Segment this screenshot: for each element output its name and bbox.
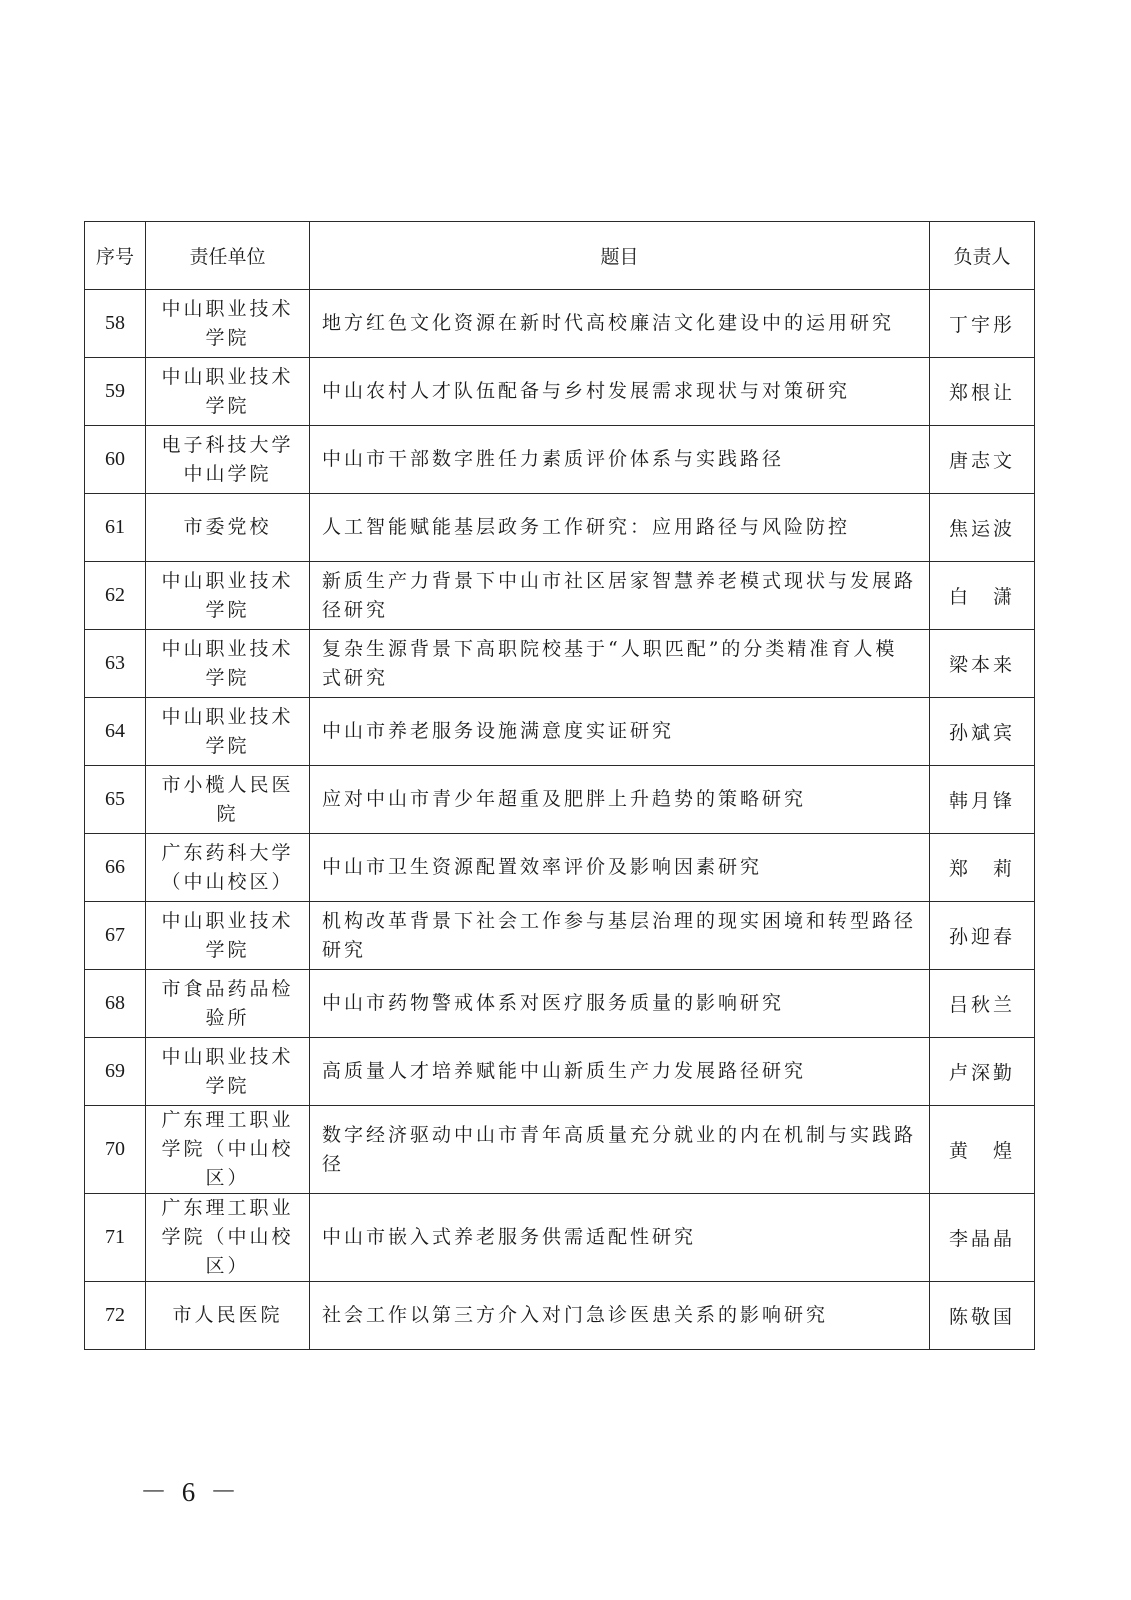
table-row: [85, 698, 1035, 766]
row-title: 机构改革背景下社会工作参与基层治理的现实困境和转型路径研究: [310, 902, 930, 970]
table-row: [85, 630, 1035, 698]
row-unit: 中山职业技术学院: [146, 358, 310, 426]
row-owner: 郑根让: [930, 358, 1035, 426]
row-unit: 中山职业技术学院: [146, 902, 310, 970]
table-row: [85, 358, 1035, 426]
table-row: [85, 1038, 1035, 1106]
row-no: 67: [85, 902, 146, 970]
header-title: 题目: [310, 222, 930, 290]
row-owner: 李晶晶: [930, 1194, 1035, 1282]
row-unit: 广东理工职业学院（中山校区）: [146, 1194, 310, 1282]
header-no: 序号: [85, 222, 146, 290]
table-row: [85, 290, 1035, 358]
row-title: 中山市养老服务设施满意度实证研究: [310, 698, 930, 766]
row-owner: 白 潇: [930, 562, 1035, 630]
row-owner: 孙斌宾: [930, 698, 1035, 766]
table-row: [85, 426, 1035, 494]
row-title: 社会工作以第三方介入对门急诊医患关系的影响研究: [310, 1282, 930, 1350]
header-unit: 责任单位: [146, 222, 310, 290]
row-unit: 中山职业技术学院: [146, 630, 310, 698]
row-no: 66: [85, 834, 146, 902]
row-no: 62: [85, 562, 146, 630]
row-no: 59: [85, 358, 146, 426]
row-no: 60: [85, 426, 146, 494]
row-title: 中山农村人才队伍配备与乡村发展需求现状与对策研究: [310, 358, 930, 426]
table-row: [85, 766, 1035, 834]
table-row: [85, 1282, 1035, 1350]
row-no: 72: [85, 1282, 146, 1350]
project-table-container: [84, 221, 1034, 1350]
row-no: 69: [85, 1038, 146, 1106]
table-row: [85, 494, 1035, 562]
row-no: 68: [85, 970, 146, 1038]
table-row: [85, 834, 1035, 902]
row-unit: 中山职业技术学院: [146, 698, 310, 766]
table-header-row: [85, 222, 1035, 290]
table-row: [85, 1194, 1035, 1282]
row-title: 复杂生源背景下高职院校基于“人职匹配”的分类精准育人模式研究: [310, 630, 930, 698]
row-owner: 梁本来: [930, 630, 1035, 698]
row-no: 64: [85, 698, 146, 766]
row-title: 应对中山市青少年超重及肥胖上升趋势的策略研究: [310, 766, 930, 834]
row-title: 高质量人才培养赋能中山新质生产力发展路径研究: [310, 1038, 930, 1106]
row-owner: 黄 煌: [930, 1106, 1035, 1194]
row-title: 人工智能赋能基层政务工作研究：应用路径与风险防控: [310, 494, 930, 562]
row-owner: 吕秋兰: [930, 970, 1035, 1038]
row-unit: 市食品药品检验所: [146, 970, 310, 1038]
table-row: [85, 1106, 1035, 1194]
table-row: [85, 562, 1035, 630]
row-owner: 郑 莉: [930, 834, 1035, 902]
header-owner: 负责人: [930, 222, 1035, 290]
row-owner: 焦运波: [930, 494, 1035, 562]
row-unit: 中山职业技术学院: [146, 290, 310, 358]
project-table: [84, 221, 1035, 1350]
row-no: 61: [85, 494, 146, 562]
row-unit: 电子科技大学中山学院: [146, 426, 310, 494]
page-number: － 6 －: [140, 1477, 241, 1507]
row-title: 中山市干部数字胜任力素质评价体系与实践路径: [310, 426, 930, 494]
row-owner: 卢深勤: [930, 1038, 1035, 1106]
row-no: 65: [85, 766, 146, 834]
row-owner: 孙迎春: [930, 902, 1035, 970]
row-title: 数字经济驱动中山市青年高质量充分就业的内在机制与实践路径: [310, 1106, 930, 1194]
row-unit: 市委党校: [146, 494, 310, 562]
row-owner: 唐志文: [930, 426, 1035, 494]
table-row: [85, 970, 1035, 1038]
row-title: 中山市药物警戒体系对医疗服务质量的影响研究: [310, 970, 930, 1038]
row-unit: 广东药科大学（中山校区）: [146, 834, 310, 902]
row-title: 中山市卫生资源配置效率评价及影响因素研究: [310, 834, 930, 902]
row-unit: 广东理工职业学院（中山校区）: [146, 1106, 310, 1194]
row-title: 新质生产力背景下中山市社区居家智慧养老模式现状与发展路径研究: [310, 562, 930, 630]
row-unit: 市人民医院: [146, 1282, 310, 1350]
row-title: 地方红色文化资源在新时代高校廉洁文化建设中的运用研究: [310, 290, 930, 358]
row-unit: 市小榄人民医院: [146, 766, 310, 834]
row-owner: 韩月锋: [930, 766, 1035, 834]
row-unit: 中山职业技术学院: [146, 1038, 310, 1106]
row-owner: 丁宇彤: [930, 290, 1035, 358]
row-unit: 中山职业技术学院: [146, 562, 310, 630]
row-no: 71: [85, 1194, 146, 1282]
row-no: 63: [85, 630, 146, 698]
row-owner: 陈敬国: [930, 1282, 1035, 1350]
row-no: 70: [85, 1106, 146, 1194]
row-no: 58: [85, 290, 146, 358]
table-row: [85, 902, 1035, 970]
row-title: 中山市嵌入式养老服务供需适配性研究: [310, 1194, 930, 1282]
